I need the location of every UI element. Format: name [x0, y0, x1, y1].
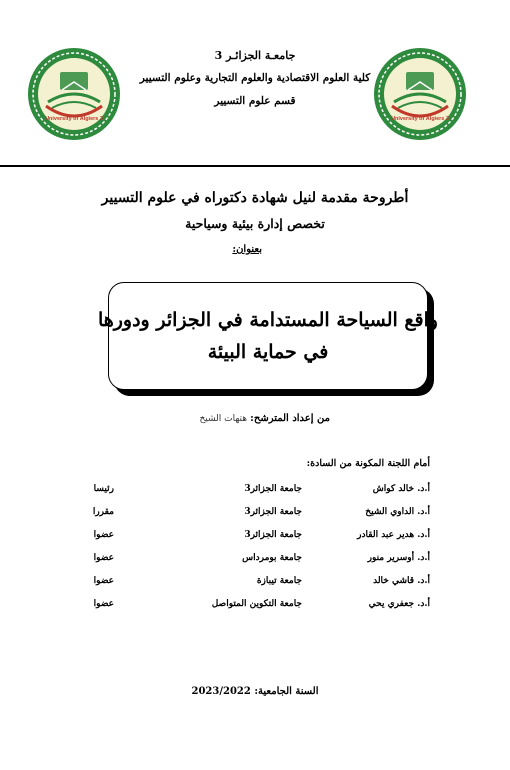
- member-name: أ.د. الداوي الشيخ: [365, 507, 430, 517]
- svg-text:University of Algiers 3: University of Algiers 3: [391, 116, 449, 122]
- member-name: أ.د. خالد كواش: [372, 484, 430, 494]
- member-name: أ.د. هدير عبد القادر: [357, 530, 430, 540]
- member-role: مقررا: [92, 507, 114, 517]
- thesis-title-box: [97, 282, 439, 390]
- committee-table: [70, 484, 430, 622]
- committee-row: [70, 599, 430, 622]
- member-role: عضوا: [93, 530, 114, 540]
- university-name: جامعـة الجزائـر 3: [214, 49, 296, 62]
- thesis-title-line-2: في حماية البيئة: [207, 341, 329, 363]
- thesis-specialization: تخصص إدارة بيئية وسياحية: [185, 216, 325, 231]
- member-name: أ.د. أوسرير منور: [367, 553, 430, 563]
- member-role: عضوا: [93, 576, 114, 586]
- member-university: جامعة بومرداس: [242, 553, 302, 563]
- academic-year: [150, 686, 360, 697]
- member-university: جامعة التكوين المتواصل: [211, 599, 302, 609]
- faculty-name: كلية العلوم الاقتصادية والعلوم التجارية وعلوم التسيير: [139, 72, 371, 84]
- member-role: عضوا: [93, 599, 114, 609]
- academic-year-label: السنة الجامعية:: [254, 686, 319, 697]
- university-logo-right: [372, 46, 468, 142]
- university-seal-icon: [372, 46, 468, 142]
- entitled-label: بعنوان:: [232, 244, 262, 255]
- thesis-title-line-1: واقع السياحة المستدامة في الجزائر ودورها: [97, 308, 439, 331]
- member-role: عضوا: [93, 553, 114, 563]
- member-role: رئيسا: [93, 484, 114, 494]
- member-university: جامعة الجزائر3: [244, 530, 302, 540]
- member-university: جامعة تيبازة: [256, 576, 302, 586]
- candidate-name: هتهات الشيخ: [199, 414, 247, 424]
- header-divider: [0, 165, 510, 167]
- thesis-type: أطروحة مقدمة لنيل شهادة دكتوراه في علوم التسيير: [101, 190, 409, 206]
- svg-text:University of Algiers 3: University of Algiers 3: [45, 116, 103, 122]
- academic-year-value: 2023/2022: [191, 686, 251, 697]
- committee-row: [70, 530, 430, 553]
- candidate-line: [150, 413, 330, 424]
- committee-row: [70, 553, 430, 576]
- university-logo-left: [26, 46, 122, 142]
- member-name: أ.د. قاشي خالد: [373, 576, 430, 586]
- committee-row: [70, 484, 430, 507]
- member-university: جامعة الجزائر3: [244, 507, 302, 517]
- committee-heading: أمام اللجنة المكونة من السادة:: [306, 458, 430, 469]
- committee-row: [70, 507, 430, 530]
- candidate-label: من إعداد المترشح:: [250, 413, 330, 424]
- university-seal-icon: [26, 46, 122, 142]
- department-name: قسم علوم التسيير: [214, 95, 296, 107]
- committee-row: [70, 576, 430, 599]
- member-university: جامعة الجزائر3: [244, 484, 302, 494]
- member-name: أ.د. جعفري يحي: [368, 599, 430, 609]
